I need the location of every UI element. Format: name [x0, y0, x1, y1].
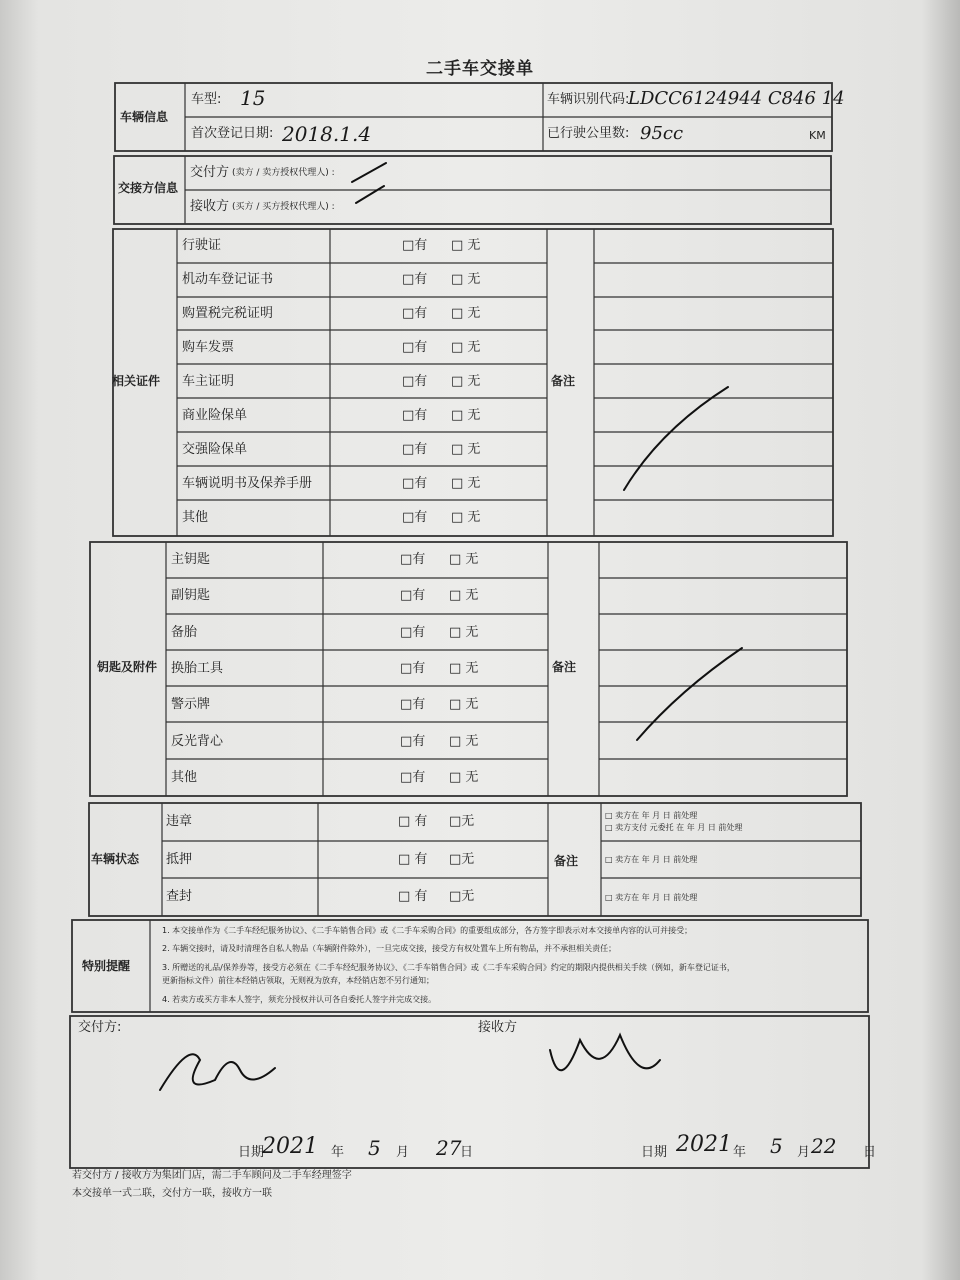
- keys-item-label: 警示牌: [171, 697, 211, 713]
- left-date-label: 日期: [238, 1145, 265, 1160]
- model-label: 车型:: [191, 92, 222, 107]
- keys-item-label: 反光背心: [171, 733, 224, 749]
- documents-remark-label: 备注: [551, 374, 576, 388]
- left-year-label: 年: [331, 1145, 345, 1160]
- parties-label: 交接方信息: [118, 181, 179, 195]
- first-registration-label: 首次登记日期:: [191, 126, 274, 141]
- documents-item-label: 机动车登记证书: [182, 272, 274, 287]
- documents-yes-checkbox[interactable]: □有: [402, 272, 428, 287]
- status-no-checkbox[interactable]: □无: [449, 814, 475, 829]
- receive-signature-label: 接收方: [478, 1020, 518, 1035]
- documents-item-label: 其他: [182, 510, 209, 525]
- keys-yes-checkbox[interactable]: □有: [400, 552, 426, 567]
- status-no-checkbox[interactable]: □无: [449, 889, 475, 905]
- status-remark-4: □ 卖方在 年 月 日 前处理: [605, 893, 698, 902]
- keys-item-label: 副钥匙: [171, 588, 211, 604]
- left-date-day: 27: [436, 1136, 462, 1160]
- left-date-month: 5: [368, 1136, 381, 1160]
- footer-line-1: 若交付方 / 接收方为集团门店，需二手车顾问及二手车经理签字: [72, 1170, 352, 1181]
- status-item-label: 查封: [166, 889, 193, 905]
- keys-no-checkbox[interactable]: □ 无: [449, 697, 479, 713]
- deliver-party-label: 交付方: [190, 165, 230, 180]
- documents-no-checkbox[interactable]: □ 无: [451, 306, 481, 321]
- keys-item-label: 备胎: [171, 624, 198, 640]
- deliver-signature: [160, 1054, 275, 1090]
- mileage-label: 已行驶公里数:: [547, 126, 630, 141]
- documents-yes-checkbox[interactable]: □有: [402, 510, 428, 525]
- status-yes-checkbox[interactable]: □ 有: [398, 851, 428, 867]
- documents-no-checkbox[interactable]: □ 无: [451, 238, 481, 253]
- receive-party-label: 接收方: [190, 199, 230, 214]
- deliver-slash-mark: [352, 163, 386, 182]
- receive-slash-mark: [356, 186, 384, 203]
- keys-no-checkbox[interactable]: □ 无: [449, 624, 479, 640]
- deliver-signature-label: 交付方:: [78, 1020, 122, 1035]
- documents-item-label: 购置税完税证明: [182, 306, 274, 321]
- keys-yes-checkbox[interactable]: □有: [400, 660, 426, 676]
- status-yes-checkbox[interactable]: □ 有: [398, 814, 428, 829]
- right-date-label: 日期: [641, 1145, 668, 1160]
- status-no-checkbox[interactable]: □无: [449, 851, 475, 867]
- documents-yes-checkbox[interactable]: □有: [402, 374, 428, 389]
- documents-no-checkbox[interactable]: □ 无: [451, 510, 481, 525]
- documents-no-checkbox[interactable]: □ 无: [451, 340, 481, 355]
- first-registration-value: 2018.1.4: [282, 122, 372, 146]
- receive-signature: [550, 1035, 660, 1070]
- right-date-year: 2021: [676, 1132, 732, 1157]
- footer-line-2: 本交接单一式二联，交付方一联，接收方一联: [72, 1188, 272, 1199]
- status-remark-1: □ 卖方在 年 月 日 前处理: [605, 811, 698, 820]
- deliver-party-note: (卖方 / 卖方授权代理人) :: [232, 168, 335, 178]
- documents-label: 相关证件: [112, 374, 161, 388]
- keys-no-checkbox[interactable]: □ 无: [449, 733, 479, 749]
- documents-yes-checkbox[interactable]: □有: [402, 306, 428, 321]
- keys-no-checkbox[interactable]: □ 无: [449, 588, 479, 604]
- form-title: 二手车交接单: [426, 59, 534, 79]
- status-yes-checkbox[interactable]: □ 有: [398, 889, 428, 905]
- documents-item-label: 车主证明: [182, 374, 235, 389]
- mileage-unit: KM: [809, 129, 826, 142]
- keys-label: 钥匙及附件: [97, 660, 158, 674]
- right-day-label: 日: [863, 1145, 877, 1160]
- reminder-line-5: 4. 若卖方或买方非本人签字，须充分授权并认可各自委托人签字并完成交接。: [162, 995, 437, 1004]
- status-remark-label: 备注: [554, 854, 579, 868]
- model-value: 15: [240, 86, 266, 110]
- keys-yes-checkbox[interactable]: □有: [400, 588, 426, 604]
- keys-yes-checkbox[interactable]: □有: [400, 697, 426, 713]
- status-remark-3: □ 卖方在 年 月 日 前处理: [605, 855, 698, 864]
- reminder-line-3: 3. 所赠送的礼品/保养券等，接受方必须在《二手车经纪服务协议》、《二手车销售合同》或《二手车采购合同》约定的期限内提供相关手续（例如，新车登记证书，: [162, 963, 735, 972]
- documents-yes-checkbox[interactable]: □有: [402, 340, 428, 355]
- keys-yes-checkbox[interactable]: □有: [400, 624, 426, 640]
- documents-no-checkbox[interactable]: □ 无: [451, 476, 481, 491]
- status-remark-2: □ 卖方支付 元委托 在 年 月 日 前处理: [605, 823, 743, 832]
- reminder-line-4: 更新指标文件）前往本经销店领取，无则视为放弃，本经销店恕不另行通知；: [162, 976, 434, 985]
- documents-item-label: 车辆说明书及保养手册: [182, 476, 313, 491]
- keys-item-label: 其他: [171, 769, 198, 785]
- documents-item-label: 交强险保单: [182, 442, 248, 457]
- remark-slash-mark: [624, 387, 728, 490]
- documents-no-checkbox[interactable]: □ 无: [451, 442, 481, 457]
- keys-no-checkbox[interactable]: □ 无: [449, 769, 479, 785]
- status-item-label: 违章: [166, 814, 193, 829]
- remark-slash-mark-2: [637, 648, 742, 740]
- documents-yes-checkbox[interactable]: □有: [402, 476, 428, 491]
- documents-no-checkbox[interactable]: □ 无: [451, 272, 481, 287]
- keys-no-checkbox[interactable]: □ 无: [449, 552, 479, 567]
- status-label: 车辆状态: [91, 852, 140, 866]
- right-month-label: 月: [797, 1145, 811, 1160]
- documents-yes-checkbox[interactable]: □有: [402, 238, 428, 253]
- vehicle-info-label: 车辆信息: [120, 110, 169, 124]
- documents-no-checkbox[interactable]: □ 无: [451, 408, 481, 423]
- keys-yes-checkbox[interactable]: □有: [400, 733, 426, 749]
- reminder-line-2: 2. 车辆交接时，请及时清理各自私人物品（车辆附件除外），一旦完成交接，接受方有权处置车上所有物品，并不承担相关责任；: [162, 944, 617, 953]
- documents-yes-checkbox[interactable]: □有: [402, 442, 428, 457]
- documents-item-label: 购车发票: [182, 340, 235, 355]
- reminders-label: 特别提醒: [82, 959, 131, 973]
- documents-item-label: 行驶证: [182, 238, 222, 253]
- documents-item-label: 商业险保单: [182, 408, 248, 423]
- right-date-month: 5: [770, 1134, 783, 1158]
- documents-no-checkbox[interactable]: □ 无: [451, 374, 481, 389]
- status-item-label: 抵押: [166, 851, 193, 867]
- keys-item-label: 主钥匙: [171, 552, 211, 567]
- keys-yes-checkbox[interactable]: □有: [400, 769, 426, 785]
- left-month-label: 月: [396, 1145, 410, 1160]
- keys-no-checkbox[interactable]: □ 无: [449, 660, 479, 676]
- right-year-label: 年: [733, 1145, 747, 1160]
- receive-party-note: (买方 / 买方授权代理人) :: [232, 202, 335, 212]
- right-date-day: 22: [811, 1134, 837, 1158]
- reminder-line-1: 1. 本交接单作为《二手车经纪服务协议》、《二手车销售合同》或《二手车采购合同》的重要组成部分，各方签字即表示对本交接单内容的认可并接受；: [162, 926, 693, 935]
- mileage-value: 95cc: [640, 123, 684, 144]
- documents-yes-checkbox[interactable]: □有: [402, 408, 428, 423]
- vin-value: LDCC6124944 C846 14: [628, 88, 845, 109]
- vin-label: 车辆识别代码:: [547, 92, 630, 107]
- keys-remark-label: 备注: [552, 660, 577, 674]
- left-date-year: 2021: [262, 1134, 318, 1159]
- keys-item-label: 换胎工具: [171, 660, 224, 676]
- left-day-label: 日: [460, 1145, 474, 1160]
